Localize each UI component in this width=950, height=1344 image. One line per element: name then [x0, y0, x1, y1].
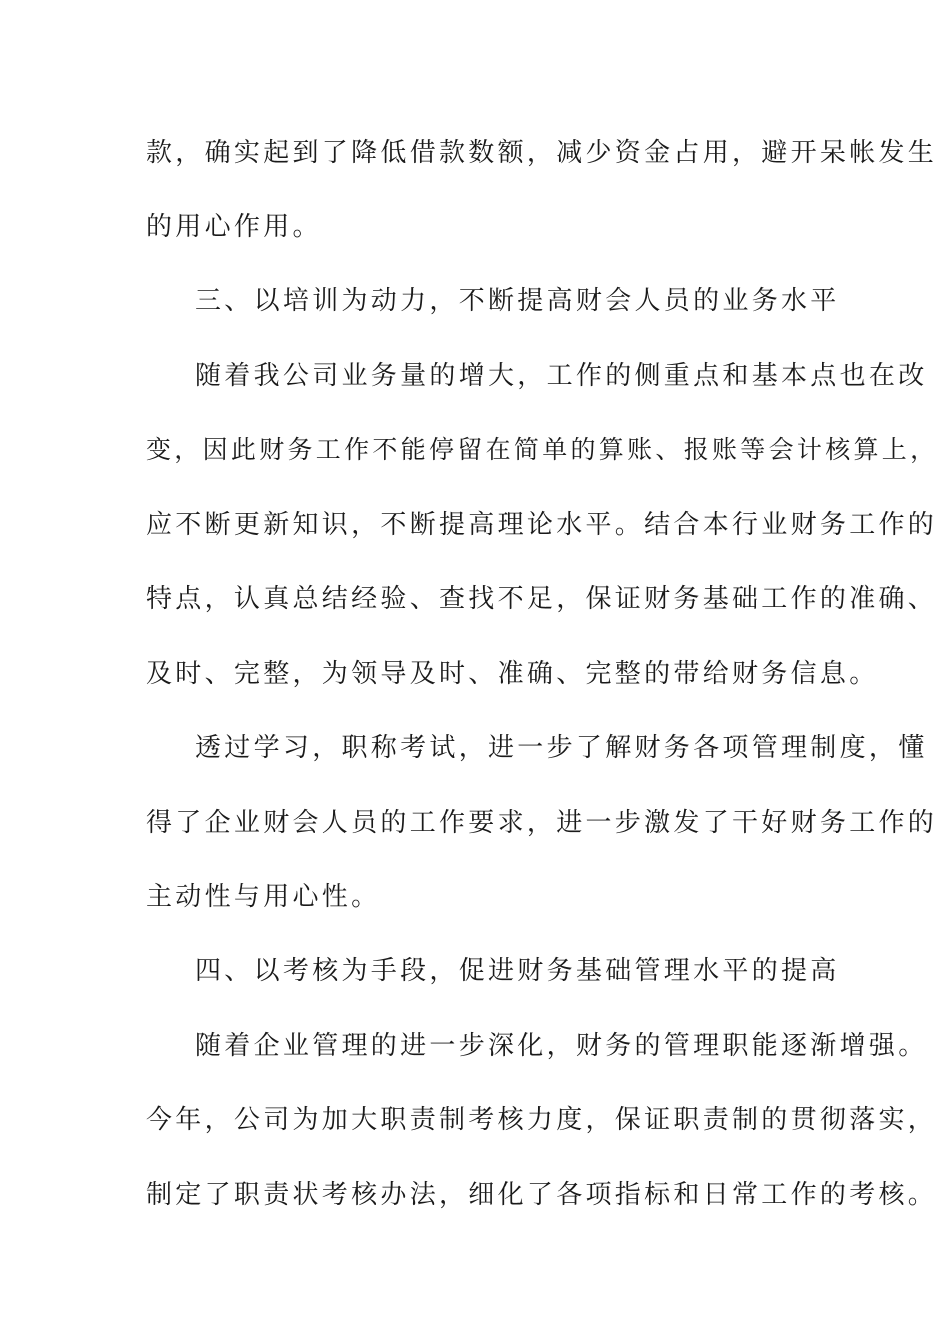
text-line: 款，确实起到了降低借款数额，减少资金占用，避开呆帐发生 [146, 138, 938, 168]
text-line: 透过学习，职称考试，进一步了解财务各项管理制度，懂 [195, 733, 928, 763]
text-line: 特点，认真总结经验、查找不足，保证财务基础工作的准确、 [146, 584, 938, 614]
text-line: 随着企业管理的进一步深化，财务的管理职能逐渐增强。 [195, 1031, 928, 1061]
text-line: 制定了职责状考核办法，细化了各项指标和日常工作的考核。 [146, 1180, 938, 1210]
text-line: 今年，公司为加大职责制考核力度，保证职责制的贯彻落实， [146, 1105, 938, 1135]
section-heading: 四、以考核为手段，促进财务基础管理水平的提高 [195, 956, 840, 986]
text-line: 及时、完整，为领导及时、准确、完整的带给财务信息。 [146, 659, 879, 689]
text-line: 随着我公司业务量的增大，工作的侧重点和基本点也在改 [195, 361, 928, 391]
text-line: 应不断更新知识，不断提高理论水平。结合本行业财务工作的 [146, 510, 938, 540]
text-line: 变，因此财务工作不能停留在简单的算账、报账等会计核算上， [146, 435, 939, 464]
section-heading: 三、以培训为动力，不断提高财会人员的业务水平 [195, 286, 840, 316]
text-line: 的用心作用。 [146, 212, 322, 242]
text-line: 主动性与用心性。 [146, 882, 381, 912]
text-line: 得了企业财会人员的工作要求，进一步激发了干好财务工作的 [146, 808, 938, 838]
